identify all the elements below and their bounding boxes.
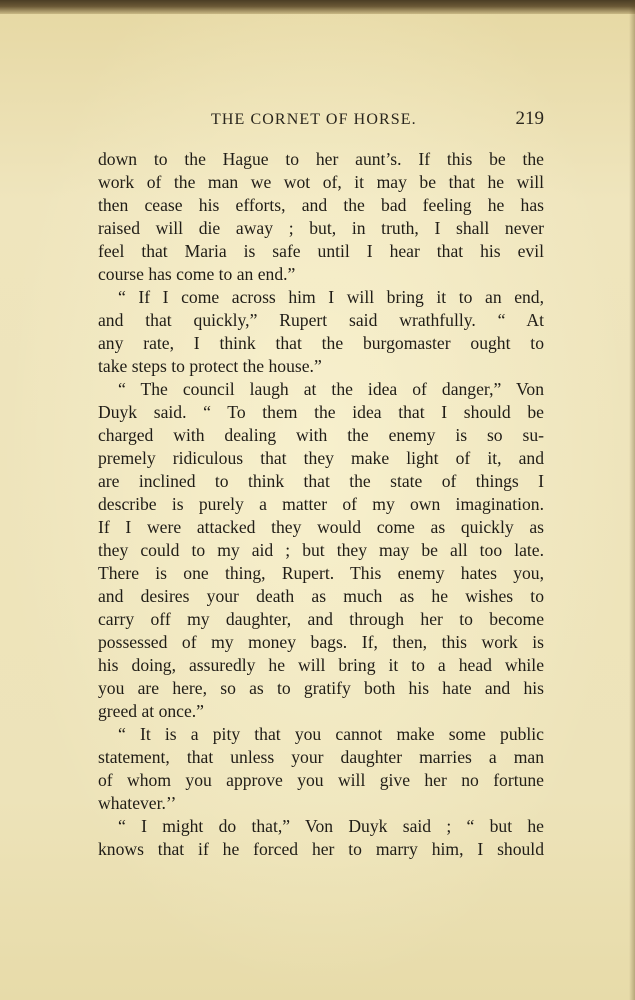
text-line: “ It is a pity that you cannot make some public (118, 724, 544, 744)
text-line: any rate, I think that the burgomaster ought to (98, 333, 544, 353)
text-line: feel that Maria is safe until I hear that his evil (98, 241, 544, 261)
text-line: If I were attacked they would come as quickly as (98, 517, 544, 537)
text-line: take steps to protect the house.” (98, 356, 322, 376)
text-line: whatever.’’ (98, 793, 177, 813)
text-line: charged with dealing with the enemy is so su- (98, 425, 544, 445)
text-line: There is one thing, Rupert. This enemy hates you, (98, 563, 544, 583)
text-line: you are here, so as to gratify both his hate and his (98, 678, 544, 698)
page-number: 219 (515, 108, 544, 129)
text-line: statement, that unless your daughter marries a man (98, 747, 544, 767)
text-line: knows that if he forced her to marry him, I should (98, 839, 544, 859)
text-line: “ If I come across him I will bring it to an end, (118, 287, 544, 307)
text-line: and desires your death as much as he wishes to (98, 586, 544, 606)
text-line: carry off my daughter, and through her to become (98, 609, 544, 629)
text-line: his doing, assuredly he will bring it to a head while (98, 655, 544, 675)
text-line: of whom you approve you will give her no fortune (98, 770, 544, 790)
text-line: “ I might do that,” Von Duyk said ; “ but he (118, 816, 544, 836)
text-line: down to the Hague to her aunt’s. If this be the (98, 149, 544, 169)
text-line: and that quickly,” Rupert said wrathfully. “ At (98, 310, 544, 330)
text-line: describe is purely a matter of my own imagination. (98, 494, 544, 514)
text-line: raised will die away ; but, in truth, I shall never (98, 218, 544, 238)
book-page (98, 108, 544, 861)
text-line: “ The council laugh at the idea of danger,” Von (118, 379, 544, 399)
text-line: possessed of my money bags. If, then, this work is (98, 632, 544, 652)
body-text (98, 148, 544, 861)
text-line: then cease his efforts, and the bad feeling he has (98, 195, 544, 215)
page-top-edge-shadow (0, 0, 635, 14)
page-right-edge-shadow (629, 0, 635, 1000)
text-line: they could to my aid ; but they may be all too late. (98, 540, 544, 560)
text-line: work of the man we wot of, it may be that he will (98, 172, 544, 192)
text-line: course has come to an end.” (98, 264, 296, 284)
text-line: Duyk said. “ To them the idea that I should be (98, 402, 544, 422)
text-line: are inclined to think that the state of things I (98, 471, 544, 491)
text-line: premely ridiculous that they make light of it, and (98, 448, 544, 468)
text-line: greed at once.” (98, 701, 204, 721)
running-title: THE CORNET OF HORSE. (211, 111, 417, 128)
running-header (98, 108, 544, 132)
